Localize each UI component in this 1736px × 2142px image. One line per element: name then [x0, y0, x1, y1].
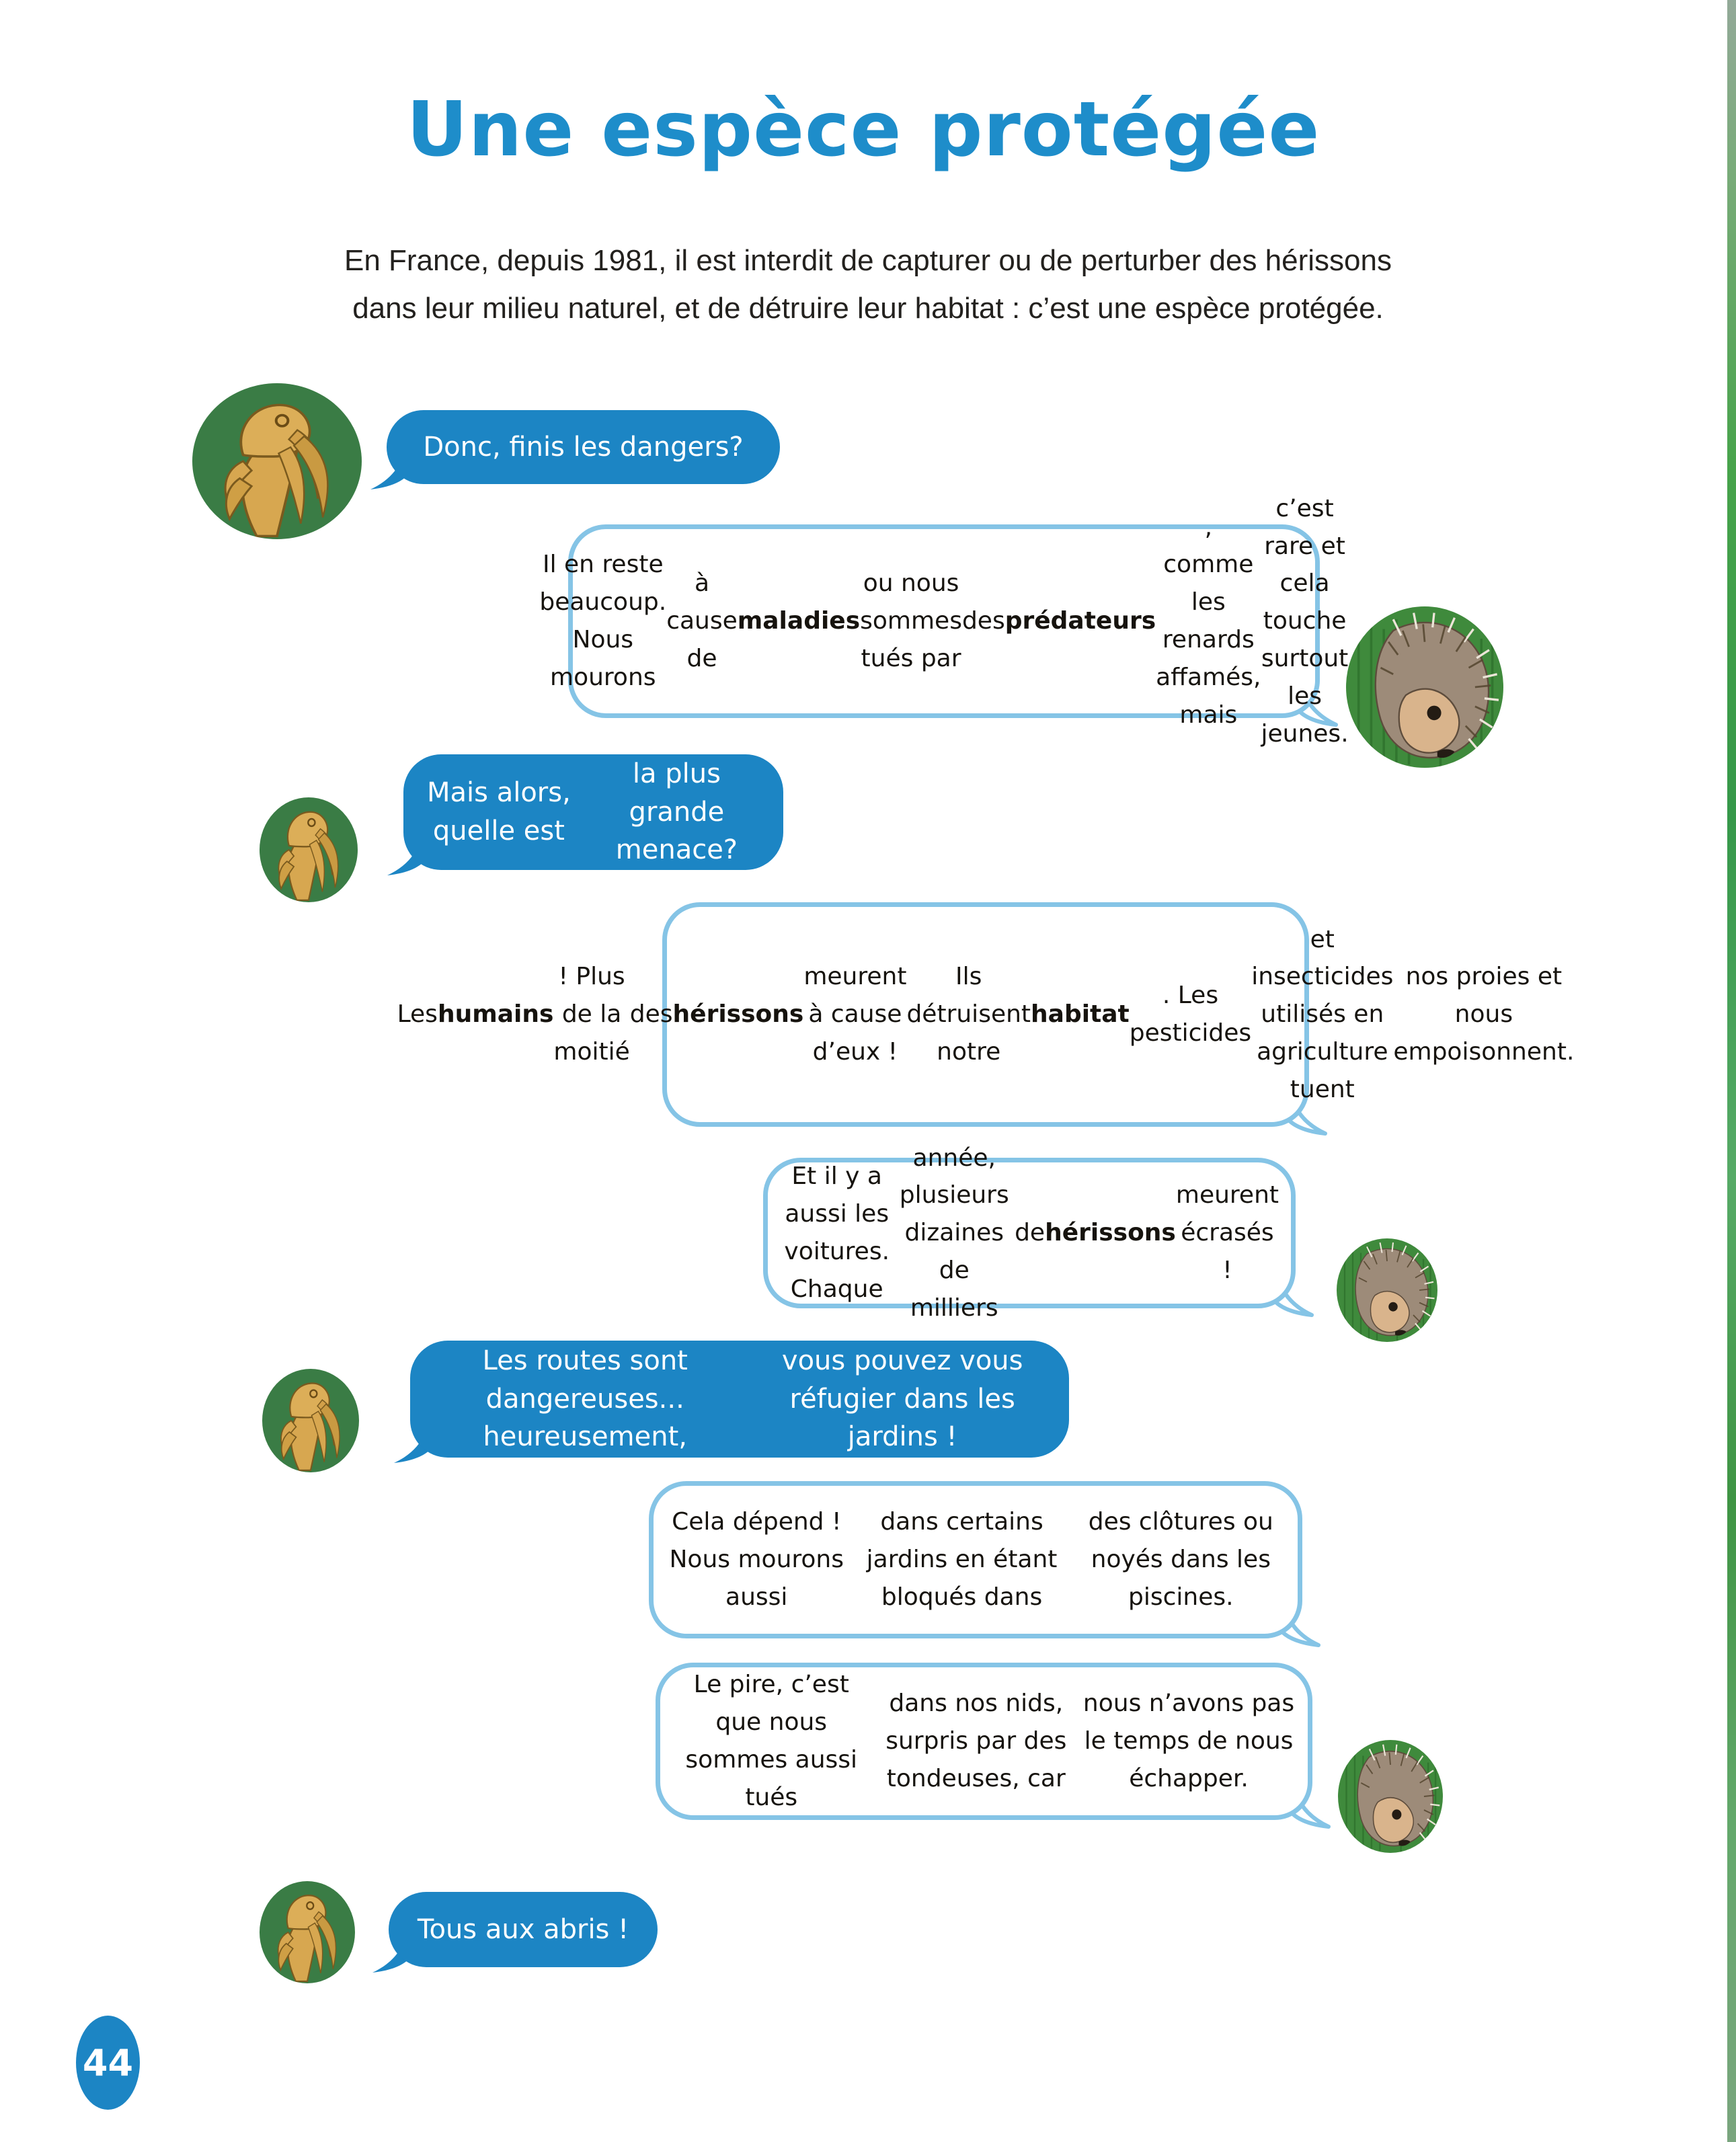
bubble-text: Le pire, c’est que nous sommes aussi tués dans nos nids, surpris par des tondeuses, car nous n’avons pas le temps de nous échapper.	[656, 1663, 1312, 1820]
flea-avatar	[262, 1369, 359, 1472]
flea-avatar	[260, 1881, 355, 1983]
chat-bubble-flea	[387, 410, 780, 484]
chat-bubble-flea	[410, 1341, 1069, 1458]
intro-paragraph	[95, 237, 1641, 333]
page-title: Une espèce protégée	[406, 86, 1320, 173]
chat-bubble-flea	[389, 1892, 658, 1967]
bubble-text: Il en reste beaucoup. Nous mourons à cause de maladies ou nous sommes tués par des prédateurs , comme les renards affamés, mais c’est rare et cela touche surtout les jeunes.	[539, 494, 1349, 748]
page-number-badge	[76, 2016, 140, 2110]
hedgehog-avatar	[1338, 1740, 1443, 1853]
hedgehog-avatar	[1337, 1238, 1437, 1342]
chat-bubble-hedgehog	[649, 1481, 1302, 1638]
page-number: 44	[82, 2041, 134, 2084]
intro-line-1: En France, depuis 1981, il est interdit de capturer ou de perturber des hérissons	[344, 244, 1392, 277]
chat-bubble-hedgehog	[763, 1144, 1296, 1322]
chat-bubble-flea	[403, 754, 783, 870]
intro-line-2: dans leur milieu naturel, et de détruire leur habitat : c’est une espèce protégée.	[352, 292, 1384, 325]
bubble-text: Et il y a aussi les voitures. Chaque année, plusieurs dizaines de milliers de hérissons meurent écrasés !	[763, 1158, 1296, 1308]
chat-bubble-hedgehog	[397, 902, 1575, 1127]
bubble-text: Les routes sont dangereuses... heureusement, vous pouvez vous réfugier dans les jardins !	[410, 1341, 1069, 1458]
bubble-text: Tous aux abris !	[389, 1892, 658, 1967]
flea-avatar	[260, 797, 358, 902]
bubble-text: Mais alors, quelle est la plus grande menace?	[403, 754, 783, 870]
page-edge-strip	[1727, 0, 1736, 2142]
bubble-text: Les humains ! Plus de la moitié des hérissons meurent à cause d’eux ! Ils détruisent notre habitat . Les pesticides et insecticides utilisés en agriculture tuent nos proies et nous empoisonnent.	[662, 902, 1309, 1127]
chat-bubble-hedgehog	[656, 1663, 1312, 1820]
bubble-text: Donc, finis les dangers?	[387, 410, 780, 484]
hedgehog-avatar	[1346, 606, 1503, 768]
flea-avatar	[192, 383, 362, 539]
bubble-text: Cela dépend ! Nous mourons aussi dans certains jardins en étant bloqués dans des clôtures ou noyés dans les piscines.	[649, 1481, 1302, 1638]
chat-bubble-hedgehog	[539, 494, 1349, 748]
